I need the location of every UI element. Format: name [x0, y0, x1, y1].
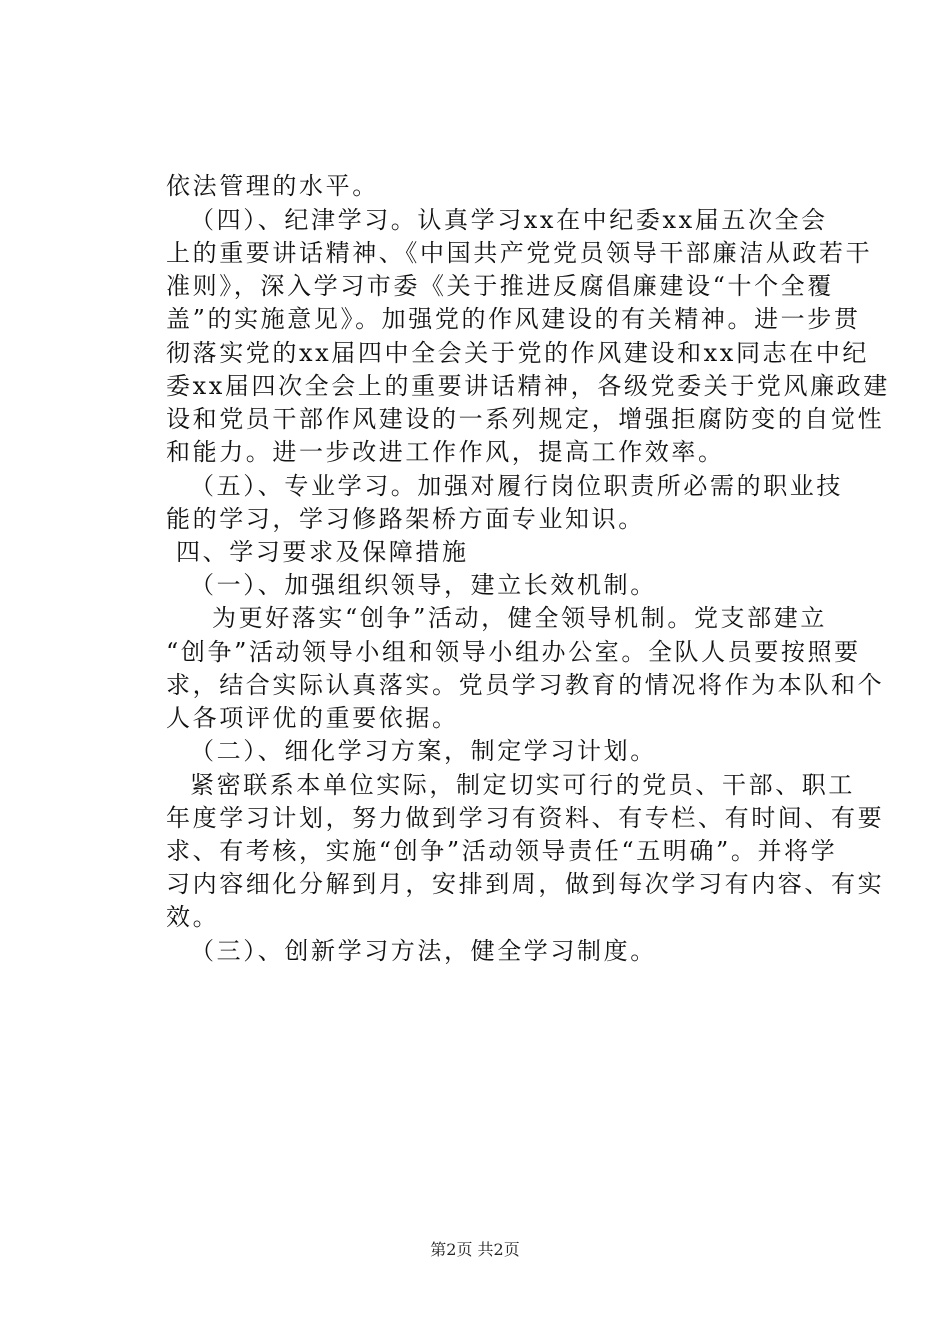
text-line: 习内容细化分解到月，安排到周，做到每次学习有内容、有实	[166, 870, 885, 898]
text-line: （五）、专业学习。加强对履行岗位职责所必需的职业技	[190, 472, 843, 500]
text-line: 上的重要讲话精神、《中国共产党党员领导干部廉洁从政若干	[166, 239, 873, 267]
text-line: 依法管理的水平。	[166, 172, 379, 200]
text-line: （四）、纪津学习。认真学习xx在中纪委xx届五次全会	[190, 206, 828, 234]
text-line: 能的学习，学习修路架桥方面专业知识。	[166, 505, 645, 533]
text-line: 设和党员干部作风建设的一系列规定，增强拒腐防变的自觉性	[166, 405, 885, 433]
text-line: 为更好落实“创争”活动，健全领导机制。党支部建立	[212, 604, 827, 632]
text-line: 委xx届四次全会上的重要讲话精神，各级党委关于党风廉政建	[166, 372, 890, 400]
text-line: 年度学习计划，努力做到学习有资料、有专栏、有时间、有要	[166, 804, 885, 832]
text-line: 求、有考核，实施“创争”活动领导责任“五明确”。并将学	[166, 837, 838, 865]
subsection-heading: （三）、创新学习方法，健全学习制度。	[190, 937, 657, 965]
text-line: 效。	[166, 903, 220, 931]
subsection-heading: （一）、加强组织领导，建立长效机制。	[190, 571, 657, 599]
section-heading: 四、学习要求及保障措施	[176, 538, 469, 566]
text-line: “创争”活动领导小组和领导小组办公室。全队人员要按照要	[166, 638, 861, 666]
text-line: 和能力。进一步改进工作作风，提高工作效率。	[166, 438, 725, 466]
text-line: 人各项评优的重要依据。	[166, 704, 459, 732]
text-line: 准则》，深入学习市委《关于推进反腐倡廉建设“十个全覆	[166, 272, 834, 300]
text-line: 求，结合实际认真落实。党员学习教育的情况将作为本队和个	[166, 671, 885, 699]
text-line: 紧密联系本单位实际，制定切实可行的党员、干部、职工	[190, 771, 855, 799]
text-line: 盖”的实施意见》。加强党的作风建设的有关精神。进一步贯	[166, 305, 861, 333]
page-number-footer: 第2页 共2页	[430, 1240, 520, 1259]
subsection-heading: （二）、细化学习方案，制定学习计划。	[190, 737, 657, 765]
text-line: 彻落实党的xx届四中全会关于党的作风建设和xx同志在中纪	[166, 339, 869, 367]
